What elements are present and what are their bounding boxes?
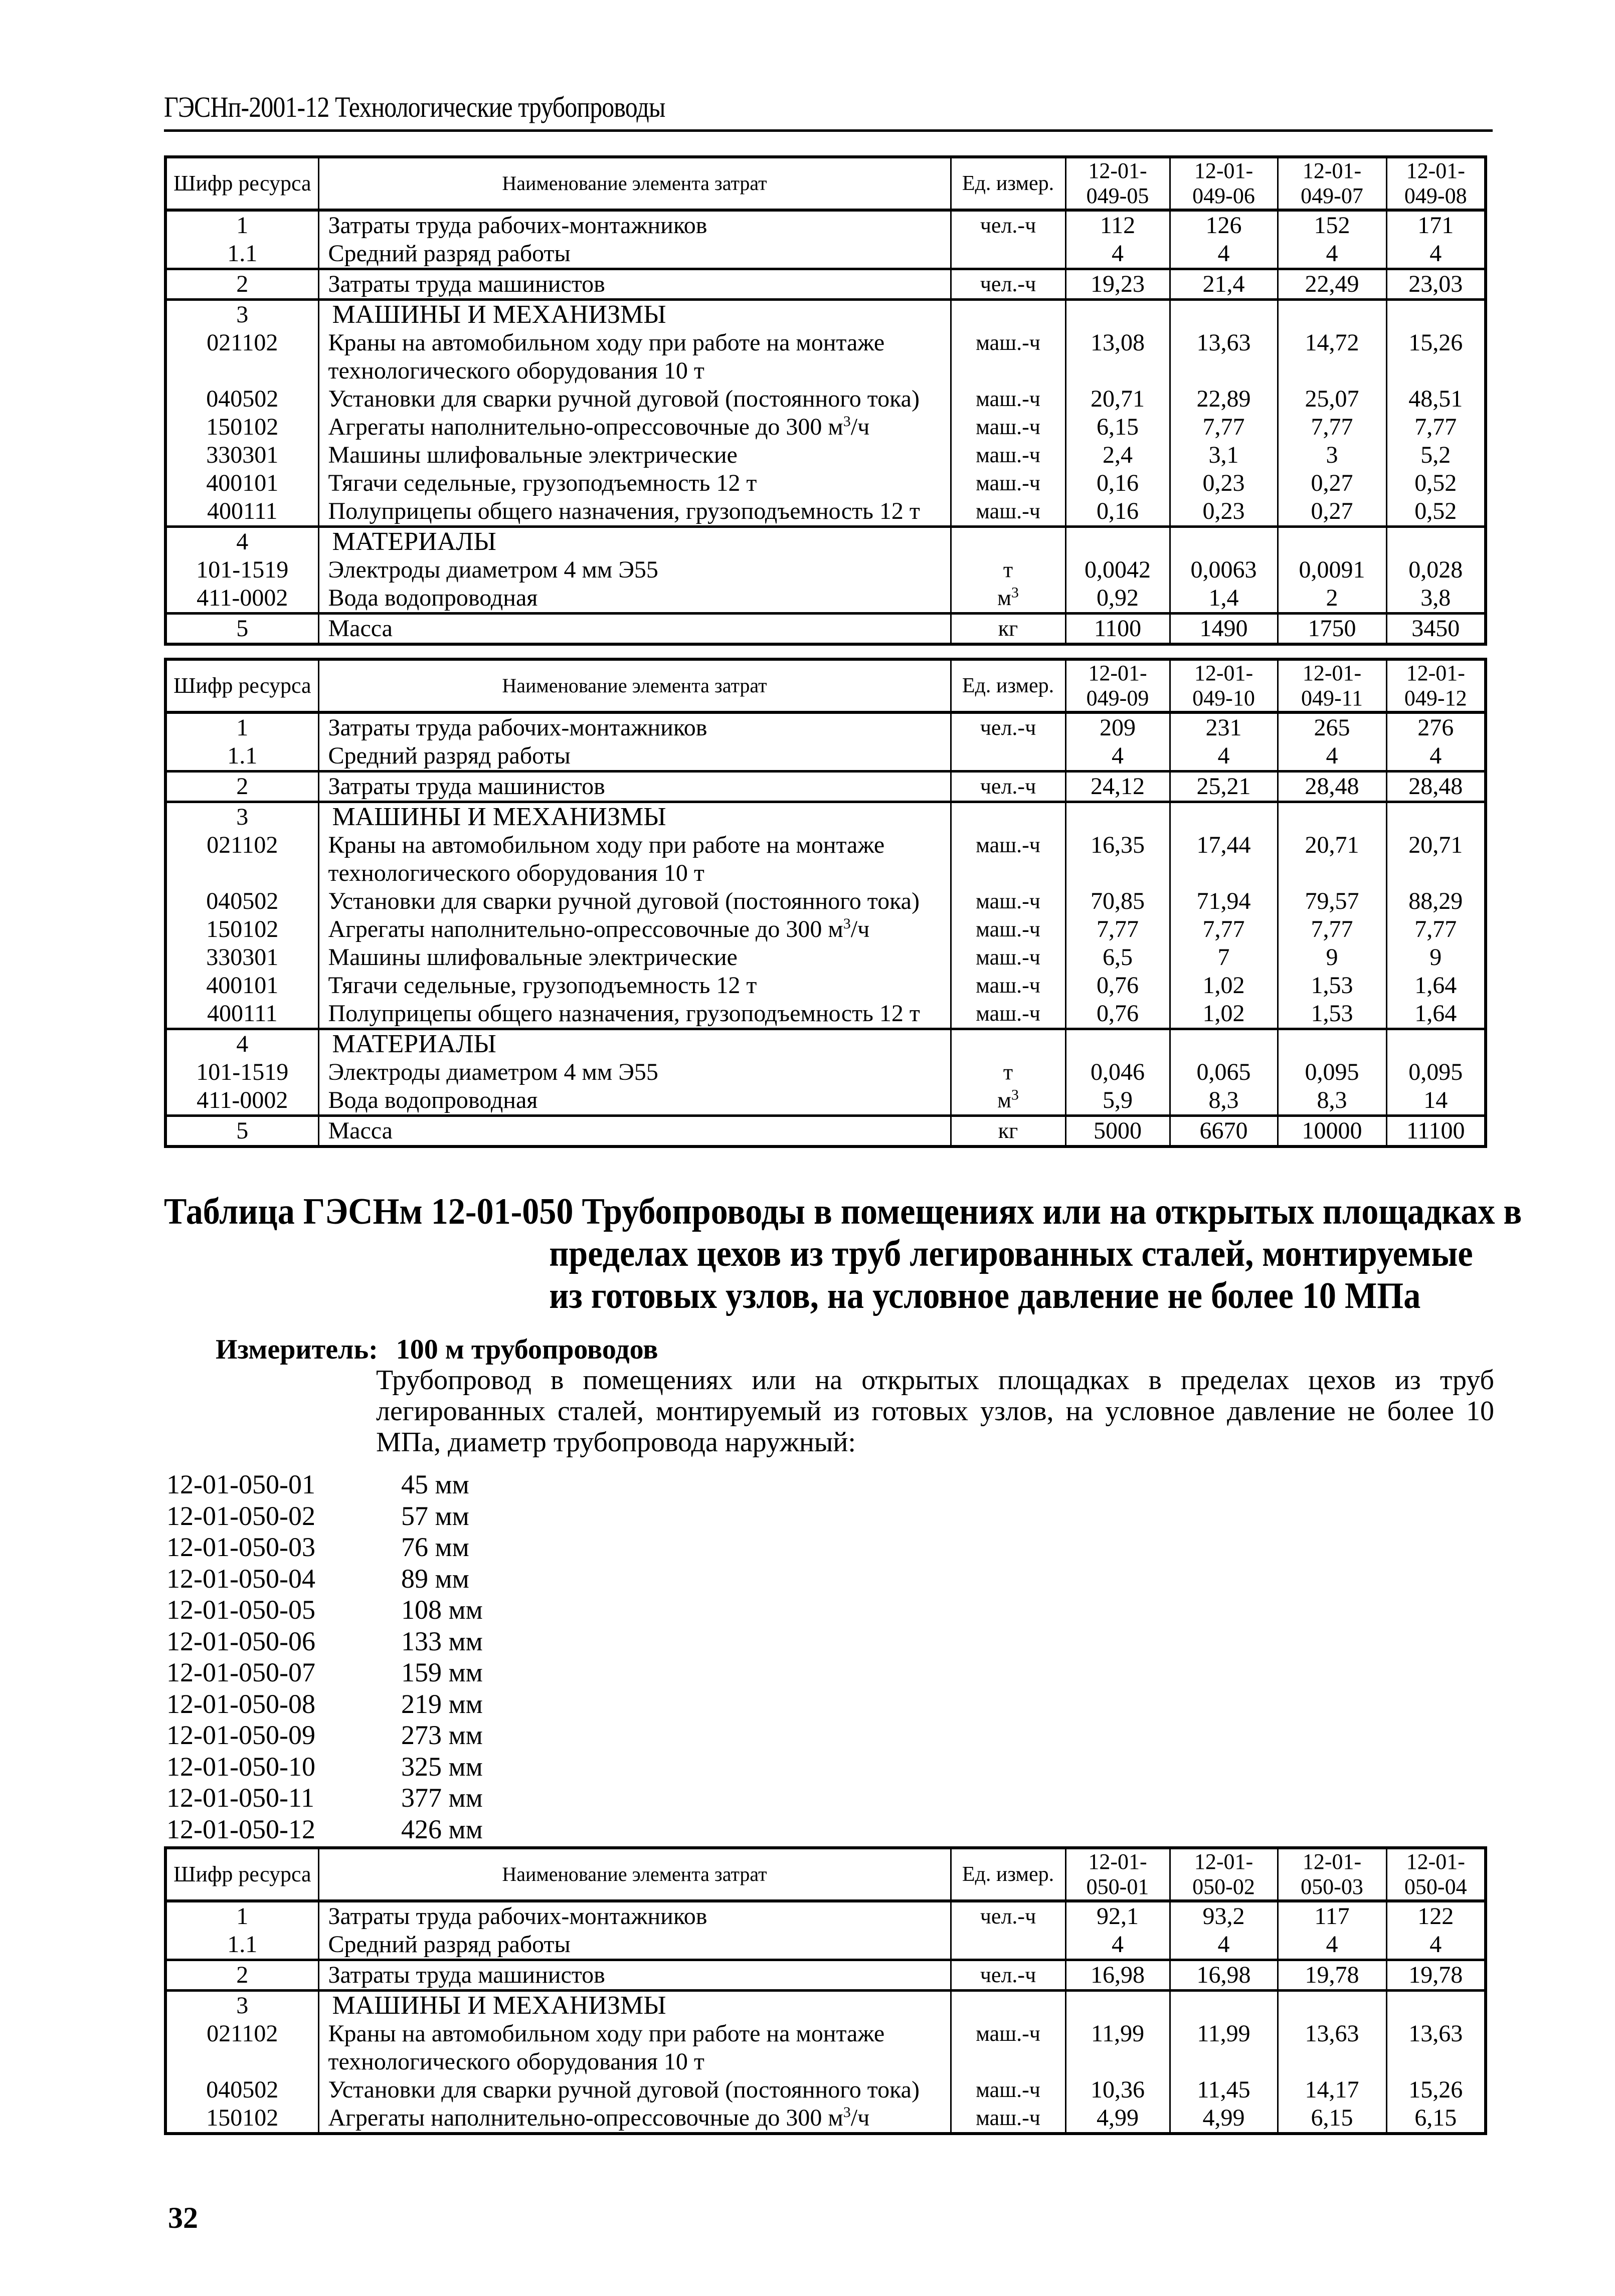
table-row: 101-1519 Электроды диаметром 4 мм Э55 т 0,0042 0,0063 0,0091 0,028 [165, 556, 1486, 584]
table-row: 101-1519 Электроды диаметром 4 мм Э55 т 0,046 0,065 0,095 0,095 [165, 1058, 1486, 1086]
table-row: 1 Затраты труда рабочих-монтажников чел.-ч 92,1 93,2 117 122 [165, 1901, 1486, 1931]
running-head: ГЭСНп-2001-12 Технологические трубопроводы [164, 91, 665, 123]
header-name: Наименование элемента затрат [318, 659, 951, 712]
list-item: 12-01-050-04 89 мм [166, 1563, 469, 1594]
header-norm-code: 12-01- 049-05 [1065, 157, 1170, 210]
list-item: 12-01-050-01 45 мм [166, 1469, 469, 1499]
table-row: 040502 Установки для сварки ручной дуговой (постоянного тока) маш.-ч 10,36 11,45 14,17 15,26 [165, 2076, 1486, 2104]
table-row: 1 Затраты труда рабочих-монтажников чел.-ч 209 231 265 276 [165, 712, 1486, 742]
table-row: 1 Затраты труда рабочих-монтажников чел.-ч 112 126 152 171 [165, 210, 1486, 240]
table-row: 1.1 Средний разряд работы 4 4 4 4 [165, 742, 1486, 772]
table-row: 400101 Тягачи седельные, грузоподъемность 12 т маш.-ч 0,16 0,23 0,27 0,52 [165, 469, 1486, 497]
table-row: 400111 Полуприцепы общего назначения, грузоподъемность 12 т маш.-ч 0,16 0,23 0,27 0,52 [165, 497, 1486, 527]
list-item: 12-01-050-12 426 мм [166, 1814, 483, 1844]
section-row-materials: 4 МАТЕРИАЛЫ [165, 1029, 1486, 1059]
meter-value: 100 м трубопроводов [396, 1334, 658, 1365]
table-row-mass: 5 Масса кг 5000 6670 10000 11100 [165, 1116, 1486, 1147]
meter-line [216, 1333, 658, 1366]
section-row-materials: 4 МАТЕРИАЛЫ [165, 527, 1486, 556]
resource-table-049-05-08 [164, 155, 1487, 646]
table-row: 330301 Машины шлифовальные электрические маш.-ч 6,5 7 9 9 [165, 943, 1486, 972]
header-name: Наименование элемента затрат [318, 157, 951, 210]
header-code: Шифр ресурса [165, 157, 318, 210]
table-row: 150102 Агрегаты наполнительно-опрессовочные до 300 $м^3/ч$ маш.-ч 4,99 4,99 6,15 6,15 [165, 2104, 1486, 2134]
table-row: 2 Затраты труда машинистов чел.-ч 19,23 21,4 22,49 23,03 [165, 269, 1486, 300]
resource-table-050-01-04 [164, 1846, 1487, 2135]
list-item: 12-01-050-03 76 мм [166, 1532, 469, 1562]
list-item: 12-01-050-07 159 мм [166, 1657, 483, 1687]
header-norm-code: 12-01- 050-01 [1065, 1848, 1170, 1901]
table-row-mass: 5 Масса кг 1100 1490 1750 3450 [165, 614, 1486, 645]
norm-item-list [166, 1469, 483, 1845]
table-row: 021102 Краны на автомобильном ходу при работе на монтаже технологического оборудования 10 т маш.-ч 16,35 17,44 20,71 20,71 [165, 831, 1486, 887]
header-unit: Ед. измер. [951, 157, 1065, 210]
table-row: 040502 Установки для сварки ручной дуговой (постоянного тока) маш.-ч 70,85 71,94 79,57 88,29 [165, 887, 1486, 915]
page-number: 32 [168, 2201, 198, 2234]
table-row: 2 Затраты труда машинистов чел.-ч 24,12 25,21 28,48 28,48 [165, 772, 1486, 802]
header-code: Шифр ресурса [165, 659, 318, 712]
table-row: 150102 Агрегаты наполнительно-опрессовочные до 300 $м^3/ч$ маш.-ч 7,77 7,77 7,77 7,77 [165, 915, 1486, 943]
header-norm-code: 12-01- 049-11 [1278, 659, 1386, 712]
table-row: 1.1 Средний разряд работы 4 4 4 4 [165, 1931, 1486, 1960]
table-row: 411-0002 Вода водопроводная $м^3$ 0,92 1,4 2 3,8 [165, 584, 1486, 614]
table-row: 021102 Краны на автомобильном ходу при работе на монтаже технологического оборудования 10 т маш.-ч 11,99 11,99 13,63 13,63 [165, 2020, 1486, 2076]
table-row: 330301 Машины шлифовальные электрические маш.-ч 2,4 3,1 3 5,2 [165, 441, 1486, 469]
list-item: 12-01-050-10 325 мм [166, 1751, 483, 1782]
resource-table-049-09-12 [164, 658, 1487, 1148]
list-item: 12-01-050-08 219 мм [166, 1688, 483, 1719]
header-name: Наименование элемента затрат [318, 1848, 951, 1901]
header-norm-code: 12-01- 049-07 [1278, 157, 1386, 210]
header-norm-code: 12-01- 050-04 [1386, 1848, 1486, 1901]
section-row-machines: 3 МАШИНЫ И МЕХАНИЗМЫ [165, 802, 1486, 832]
list-item: 12-01-050-02 57 мм [166, 1500, 469, 1531]
table-header-row [165, 157, 1486, 210]
table-row: 400111 Полуприцепы общего назначения, грузоподъемность 12 т маш.-ч 0,76 1,02 1,53 1,64 [165, 1000, 1486, 1029]
table-header-row [165, 1848, 1486, 1901]
list-item: 12-01-050-05 108 мм [166, 1595, 483, 1625]
table-row: 1.1 Средний разряд работы 4 4 4 4 [165, 240, 1486, 269]
table-header-row [165, 659, 1486, 712]
header-norm-code: 12-01- 049-12 [1386, 659, 1486, 712]
table-row: 040502 Установки для сварки ручной дуговой (постоянного тока) маш.-ч 20,71 22,89 25,07 48,51 [165, 385, 1486, 413]
header-norm-code: 12-01- 050-03 [1278, 1848, 1386, 1901]
list-item: 12-01-050-11 377 мм [166, 1783, 483, 1813]
header-unit: Ед. измер. [951, 1848, 1065, 1901]
table-row: 021102 Краны на автомобильном ходу при работе на монтаже технологического оборудования 10 т маш.-ч 13,08 13,63 14,72 15,26 [165, 329, 1486, 385]
table-title: Таблица ГЭСНм 12-01-050 Трубопроводы в помещениях или на открытых площадках в пределах цехов из труб легированных сталей, монтируемые из готовых узлов, на условное давление не более 10 МПа [164, 1191, 1522, 1316]
header-unit: Ед. измер. [951, 659, 1065, 712]
section-row-machines: 3 МАШИНЫ И МЕХАНИЗМЫ [165, 300, 1486, 329]
meter-label: Измеритель: [216, 1334, 378, 1365]
list-item: 12-01-050-06 133 мм [166, 1626, 483, 1656]
section-row-machines: 3 МАШИНЫ И МЕХАНИЗМЫ [165, 1991, 1486, 2020]
header-norm-code: 12-01- 049-10 [1170, 659, 1278, 712]
description: Трубопровод в помещениях или на открытых площадках в пределах цехов из труб легированных сталей, монтируемый из готовых узлов, на условное давление не более 10 МПа, диаметр трубопровода наружный: [376, 1365, 1494, 1458]
header-norm-code: 12-01- 050-02 [1170, 1848, 1278, 1901]
table-row: 2 Затраты труда машинистов чел.-ч 16,98 16,98 19,78 19,78 [165, 1960, 1486, 1991]
header-rule [164, 129, 1493, 132]
header-norm-code: 12-01- 049-09 [1065, 659, 1170, 712]
header-norm-code: 12-01- 049-06 [1170, 157, 1278, 210]
table-row: 411-0002 Вода водопроводная $м^3$ 5,9 8,3 8,3 14 [165, 1086, 1486, 1116]
table-row: 150102 Агрегаты наполнительно-опрессовочные до 300 $м^3/ч$ маш.-ч 6,15 7,77 7,77 7,77 [165, 413, 1486, 441]
header-norm-code: 12-01- 049-08 [1386, 157, 1486, 210]
header-code: Шифр ресурса [165, 1848, 318, 1901]
list-item: 12-01-050-09 273 мм [166, 1720, 483, 1750]
table-row: 400101 Тягачи седельные, грузоподъемность 12 т маш.-ч 0,76 1,02 1,53 1,64 [165, 972, 1486, 1000]
